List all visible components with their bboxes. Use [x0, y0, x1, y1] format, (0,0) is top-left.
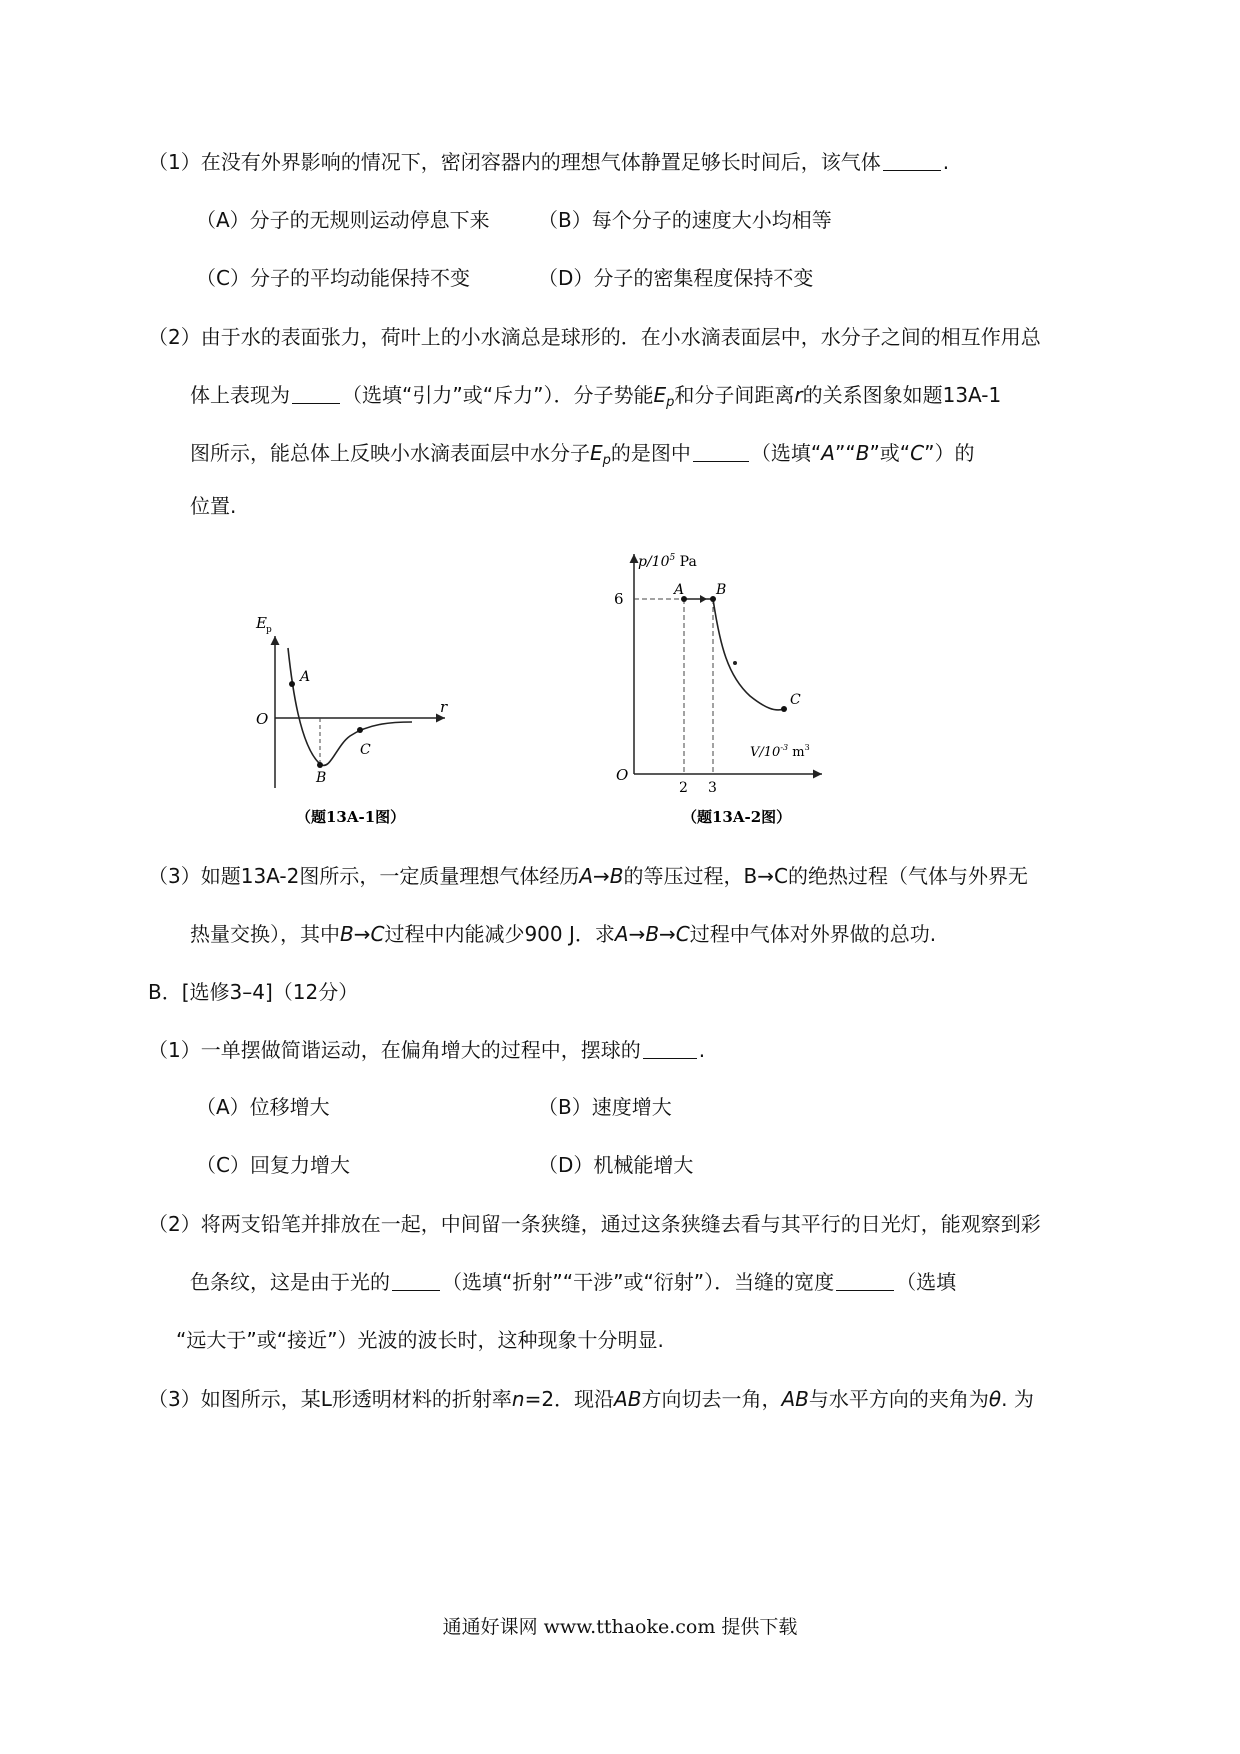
fig2-caption: （题13A-2图）	[682, 808, 792, 826]
q2-choice-c: C	[910, 441, 925, 465]
figure-13a-1	[250, 536, 850, 836]
q2-line-4: 位置.	[190, 494, 237, 518]
fig1-point-b	[317, 762, 323, 768]
q2-choice-b: B	[855, 441, 870, 465]
q1-answer-blank[interactable]	[883, 150, 941, 171]
b2-line-1: （2）将两支铅笔并排放在一起，中间留一条狭缝，通过这条狭缝去看与其平行的日光灯，能观察到彩	[148, 1212, 1041, 1236]
b3-text-a: （3）如图所示，某L形透明材料的折射率	[148, 1387, 512, 1411]
fig2-x-tick-3: 3	[708, 780, 717, 796]
q2-ep-symbol: $E_p$	[653, 383, 675, 410]
q2-blank-position[interactable]	[693, 441, 749, 462]
q2-sep-2: ”或“	[869, 441, 911, 465]
q2-text-h: ”）的	[924, 441, 975, 465]
q3-line-2	[190, 920, 936, 948]
q3-a-to-b: A→B	[579, 864, 624, 888]
q2-r-symbol: r	[794, 383, 803, 407]
q2-text-b: （选填“引力”或“斥力”）．分子势能	[342, 383, 654, 407]
b3-text-b: =2．现沿	[524, 1387, 615, 1411]
fig2-label-a: A	[674, 582, 685, 598]
fig2-y-label: $p/10^5$ Pa	[638, 553, 697, 570]
fig1-y-label-sub: p	[266, 625, 272, 635]
page-footer: 通通好课网 www.tthaoke.com 提供下载	[442, 1616, 798, 1638]
fig1-caption: （题13A-1图）	[296, 808, 406, 826]
q3-text-d: 过程中内能减少900 J．求	[384, 922, 615, 946]
fig1-y-label: E	[256, 614, 267, 632]
q3-b-to-c: B→C	[340, 922, 385, 946]
q1-option-c: （C）分子的平均动能保持不变	[196, 266, 470, 290]
fig1-x-label: r	[440, 698, 448, 716]
q1-stem-text: （1）在没有外界影响的情况下，密闭容器内的理想气体静置足够长时间后，该气体	[148, 150, 881, 174]
fig2-x-label: $V/10^{-3}$ $m^3$	[750, 743, 810, 760]
figure-13a-2	[614, 553, 822, 826]
q2-ep-symbol-2: $E_p$	[590, 441, 611, 468]
b2-line-3: “远大于”或“接近”）光波的波长时，这种现象十分明显.	[176, 1328, 664, 1352]
q3-text-b: 的等压过程，B→C的绝热过程（气体与外界无	[623, 864, 1028, 888]
fig1-origin: O	[256, 710, 269, 728]
fig1-curve	[288, 648, 412, 766]
q3-a-to-b-to-c: A→B→C	[614, 922, 690, 946]
q3-line-1	[148, 862, 1028, 890]
b1-stem-text: （1）一单摆做简谐运动，在偏角增大的过程中，摆球的	[148, 1038, 641, 1062]
q2-line-2	[190, 381, 1001, 417]
fig2-label-c: C	[790, 692, 801, 708]
fig2-origin: O	[616, 766, 629, 784]
b1-answer-blank[interactable]	[643, 1038, 697, 1059]
b1-option-b: （B）速度增大	[538, 1095, 672, 1119]
b3-ab-1: AB	[614, 1387, 642, 1411]
figure-13a-1-graph	[250, 536, 850, 836]
q2-text-d: 的关系图象如题13A-1	[802, 383, 1002, 407]
fig1-label-a: A	[300, 669, 311, 685]
q1-option-d: （D）分子的密集程度保持不变	[538, 266, 814, 290]
b1-option-c: （C）回复力增大	[196, 1153, 350, 1177]
fig1-point-c	[357, 727, 363, 733]
b2-text-b: （选填“折射”“干涉”或“衍射”）．当缝的宽度	[442, 1270, 835, 1294]
fig2-point-c	[781, 706, 787, 712]
fig2-curve-mark	[733, 661, 737, 665]
q2-line-3	[190, 439, 975, 475]
fig1-label-b: B	[316, 770, 327, 786]
q3-text-c: 热量交换），其中	[190, 922, 340, 946]
fig2-bc-curve	[713, 599, 784, 710]
section-b-title: B．[选修3–4]（12分）	[148, 980, 359, 1004]
q2-choice-a: A	[821, 441, 835, 465]
b1-option-d: （D）机械能增大	[538, 1153, 694, 1177]
fig1-point-a	[289, 681, 295, 687]
b3-ab-2: AB	[781, 1387, 809, 1411]
b1-stem	[148, 1036, 705, 1064]
b2-blank-phenomenon[interactable]	[392, 1270, 440, 1291]
q2-text-f: 的是图中	[610, 441, 691, 465]
b2-text-c: （选填	[896, 1270, 957, 1294]
fig2-ab-arrow	[700, 595, 707, 603]
q1-option-a: （A）分子的无规则运动停息下来	[196, 208, 490, 232]
b3-text-e: . 为	[1001, 1387, 1034, 1411]
q2-text-a: 体上表现为	[190, 383, 290, 407]
q2-text-g: （选填“	[750, 441, 822, 465]
b3-theta-symbol: θ	[988, 1387, 1002, 1411]
b3-line-1	[148, 1385, 1034, 1413]
b3-text-d: 与水平方向的夹角为	[808, 1387, 989, 1411]
fig2-x-tick-2: 2	[679, 780, 688, 796]
q3-text-e: 过程中气体对外界做的总功.	[689, 922, 937, 946]
q2-blank-force[interactable]	[292, 383, 340, 404]
q1-option-b: （B）每个分子的速度大小均相等	[538, 208, 832, 232]
b1-stem-end: .	[698, 1038, 706, 1062]
q1-stem-end: .	[942, 150, 950, 174]
q2-sep-1: ”“	[834, 441, 856, 465]
q2-text-e: 图所示，能总体上反映小水滴表面层中水分子	[190, 441, 590, 465]
q2-line-1: （2）由于水的表面张力，荷叶上的小水滴总是球形的．在小水滴表面层中，水分子之间的相互作用总	[148, 325, 1041, 349]
fig1-label-c: C	[360, 742, 371, 758]
q2-text-c: 和分子间距离	[674, 383, 795, 407]
b2-line-2	[190, 1268, 956, 1296]
fig2-y-tick-6: 6	[614, 590, 624, 608]
q3-text-a: （3）如题13A-2图所示，一定质量理想气体经历	[148, 864, 580, 888]
b3-n-symbol: n	[511, 1387, 525, 1411]
b3-text-c: 方向切去一角，	[641, 1387, 782, 1411]
q1-stem	[148, 148, 949, 176]
fig2-label-b: B	[716, 582, 727, 598]
b2-blank-width[interactable]	[836, 1270, 894, 1291]
b1-option-a: （A）位移增大	[196, 1095, 330, 1119]
b2-text-a: 色条纹，这是由于光的	[190, 1270, 390, 1294]
